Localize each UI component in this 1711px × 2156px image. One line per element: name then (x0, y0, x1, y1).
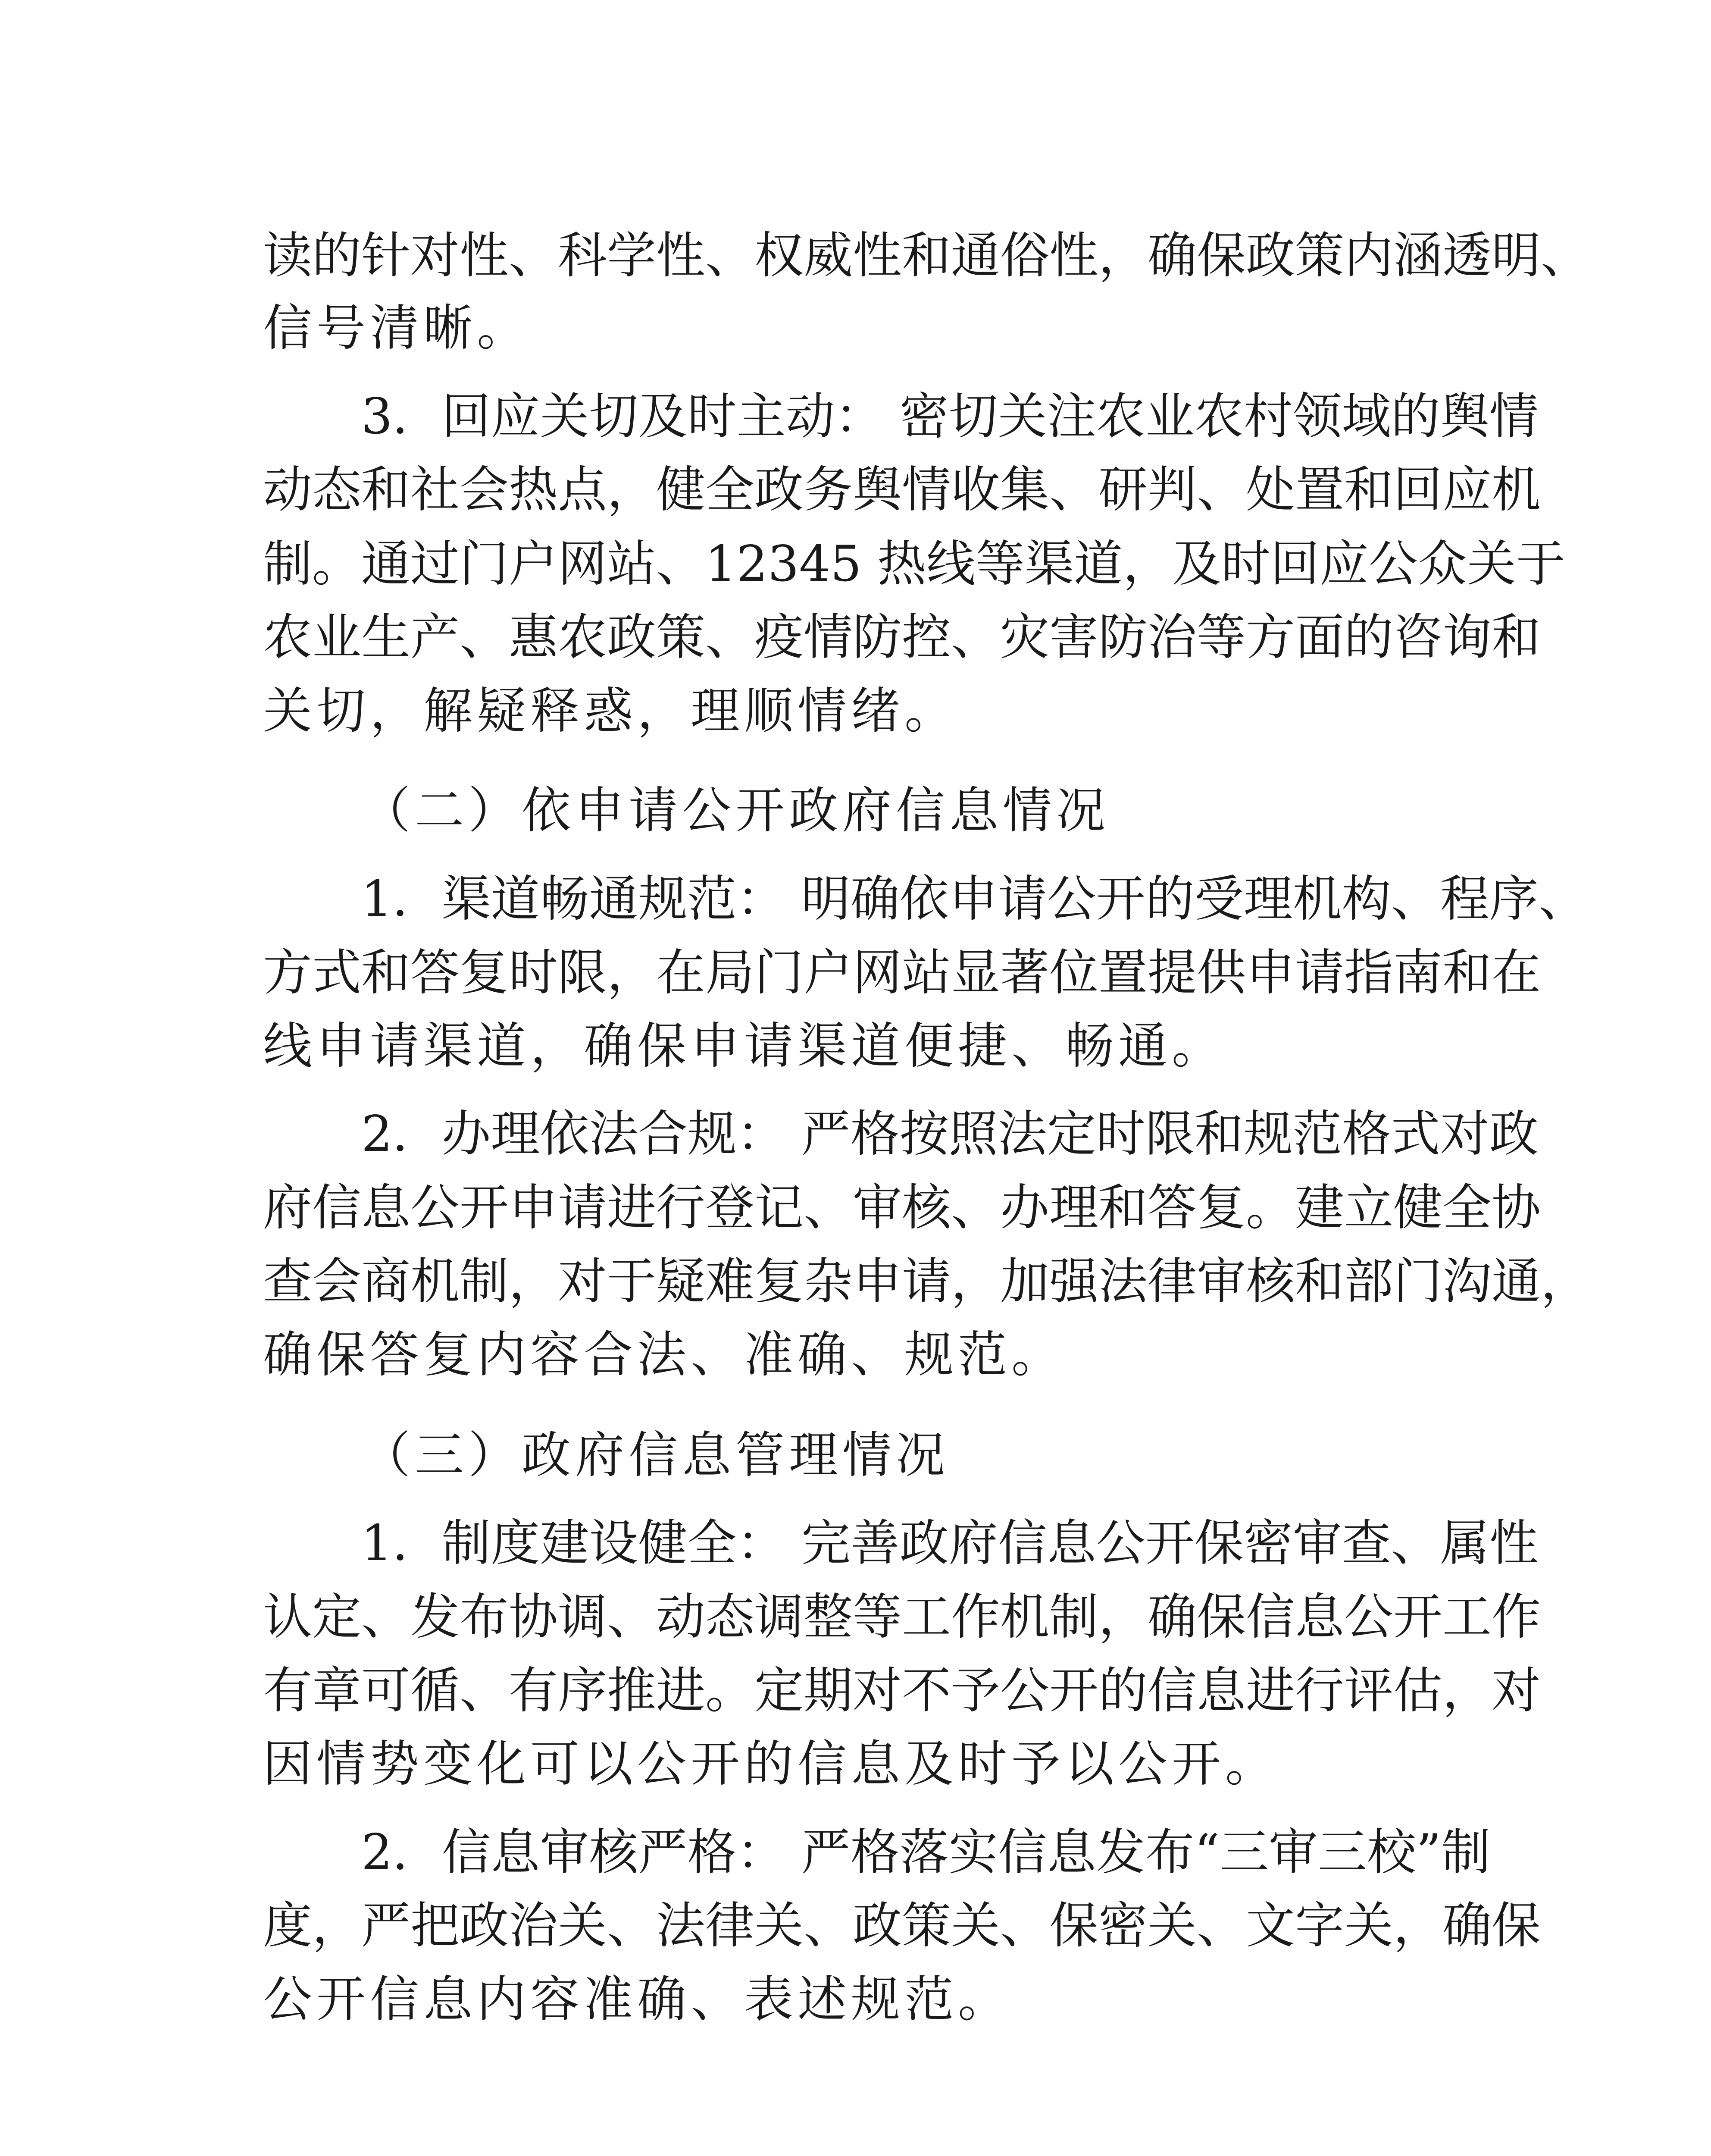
body-text-line: 农业生产、惠农政策、疫情防控、灾害防治等方面的咨询和 (263, 608, 1541, 666)
paragraph-heading-line: 1．制度建设健全： 完善政府信息公开保密审查、属性 (361, 1514, 1539, 1572)
paragraph-heading-line: 2．信息审核严格： 严格落实信息发布“三审三校”制 (361, 1824, 1491, 1881)
body-text-line: 府信息公开申请进行登记、审核、办理和答复。建立健全协 (263, 1179, 1541, 1236)
body-text-line: 查会商机制，对于疑难复杂申请，加强法律审核和部门沟通， (263, 1253, 1590, 1310)
body-text-line: 制。通过门户网站、12345 热线等渠道，及时回应公众关于 (263, 535, 1565, 592)
body-text-line: 确保答复内容合法、准确、规范。 (263, 1326, 1065, 1383)
body-text-line: 有章可循、有序推进。定期对不予公开的信息进行评估，对 (263, 1662, 1541, 1719)
paragraph-heading-line: 2．办理依法合规： 严格按照法定时限和规范格式对政 (361, 1105, 1539, 1163)
paragraph-heading-line: 1．渠道畅通规范： 明确依申请公开的受理机构、程序、 (361, 870, 1588, 928)
section-heading: （三）政府信息管理情况 (361, 1426, 950, 1484)
body-text-line: 线申请渠道，确保申请渠道便捷、畅通。 (263, 1017, 1226, 1075)
body-text-line: 关切，解疑释惑，理顺情绪。 (263, 682, 958, 740)
body-text-line: 认定、发布协调、动态调整等工作机制，确保信息公开工作 (263, 1588, 1541, 1645)
section-heading: （二）依申请公开政府信息情况 (361, 782, 1110, 839)
body-text-line: 度，严把政治关、法律关、政策关、保密关、文字关，确保 (263, 1897, 1541, 1954)
body-text-line: 因情势变化可以公开的信息及时予以公开。 (263, 1735, 1279, 1792)
paragraph-heading-line: 3．回应关切及时主动： 密切关注农业农村领域的舆情 (361, 388, 1539, 445)
body-text-line: 方式和答复时限，在局门户网站显著位置提供申请指南和在 (263, 944, 1541, 1001)
body-text-line: 动态和社会热点，健全政务舆情收集、研判、处置和回应机 (263, 461, 1541, 518)
body-text-line: 公开信息内容准确、表述规范。 (263, 1971, 1012, 2028)
body-text-line: 信号清晰。 (263, 299, 531, 357)
body-text-line: 读的针对性、科学性、权威性和通俗性，确保政策内涵透明、 (263, 227, 1590, 284)
